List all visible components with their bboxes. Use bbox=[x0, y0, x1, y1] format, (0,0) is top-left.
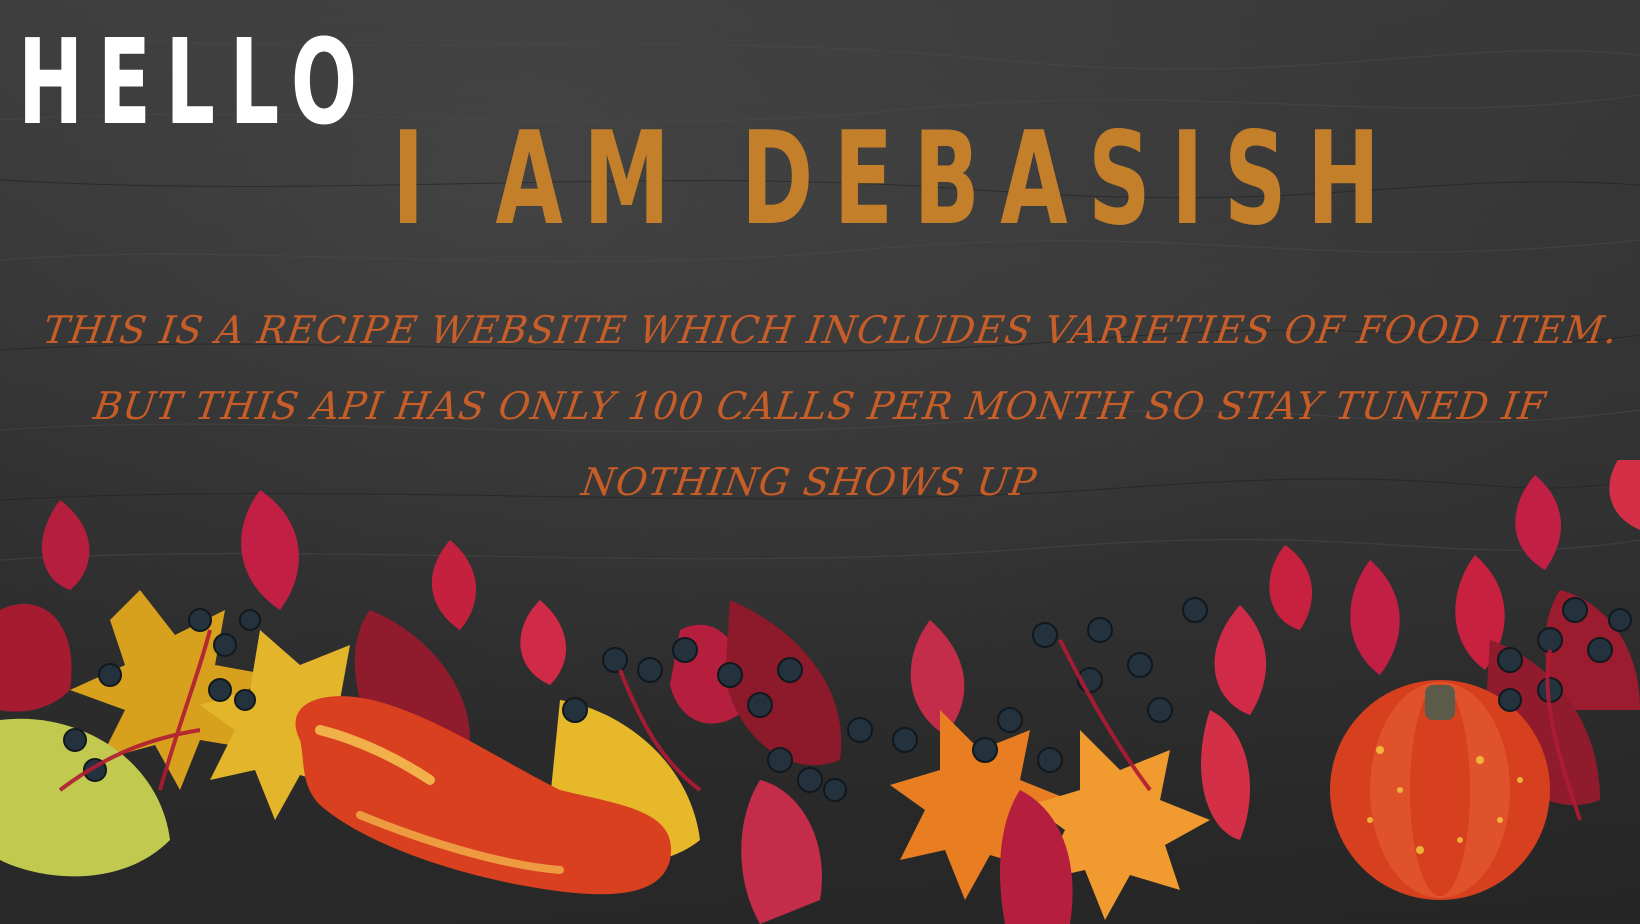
leaf-icon bbox=[0, 604, 72, 712]
name-heading: I AM DEBASISH bbox=[392, 105, 1401, 254]
pumpkin-icon bbox=[1330, 680, 1550, 900]
leaf-icon bbox=[241, 490, 299, 610]
leaf-icon bbox=[911, 620, 965, 735]
site-description: THIS IS A RECIPE WEBSITE WHICH INCLUDES VARIETIES OF FOOD ITEM. BUT THIS API HAS ONLY 100 CALLS PER MONTH SO STAY TUNED IF NOTHING SHOWS UP bbox=[40, 308, 1621, 504]
leaf-icon bbox=[520, 600, 566, 685]
leaf-icon bbox=[1515, 475, 1561, 570]
leaf-icon bbox=[741, 780, 822, 924]
autumn-decoration bbox=[0, 460, 1640, 924]
leaf-icon bbox=[432, 540, 476, 630]
leaf-icon bbox=[1350, 560, 1399, 675]
leaf-icon bbox=[1609, 460, 1640, 530]
leaf-icon bbox=[1269, 545, 1312, 630]
leaf-icon bbox=[1215, 605, 1266, 715]
leaf-icon bbox=[725, 600, 841, 765]
leaf-icon bbox=[42, 500, 90, 590]
greeting-heading: HELLO bbox=[18, 13, 372, 151]
